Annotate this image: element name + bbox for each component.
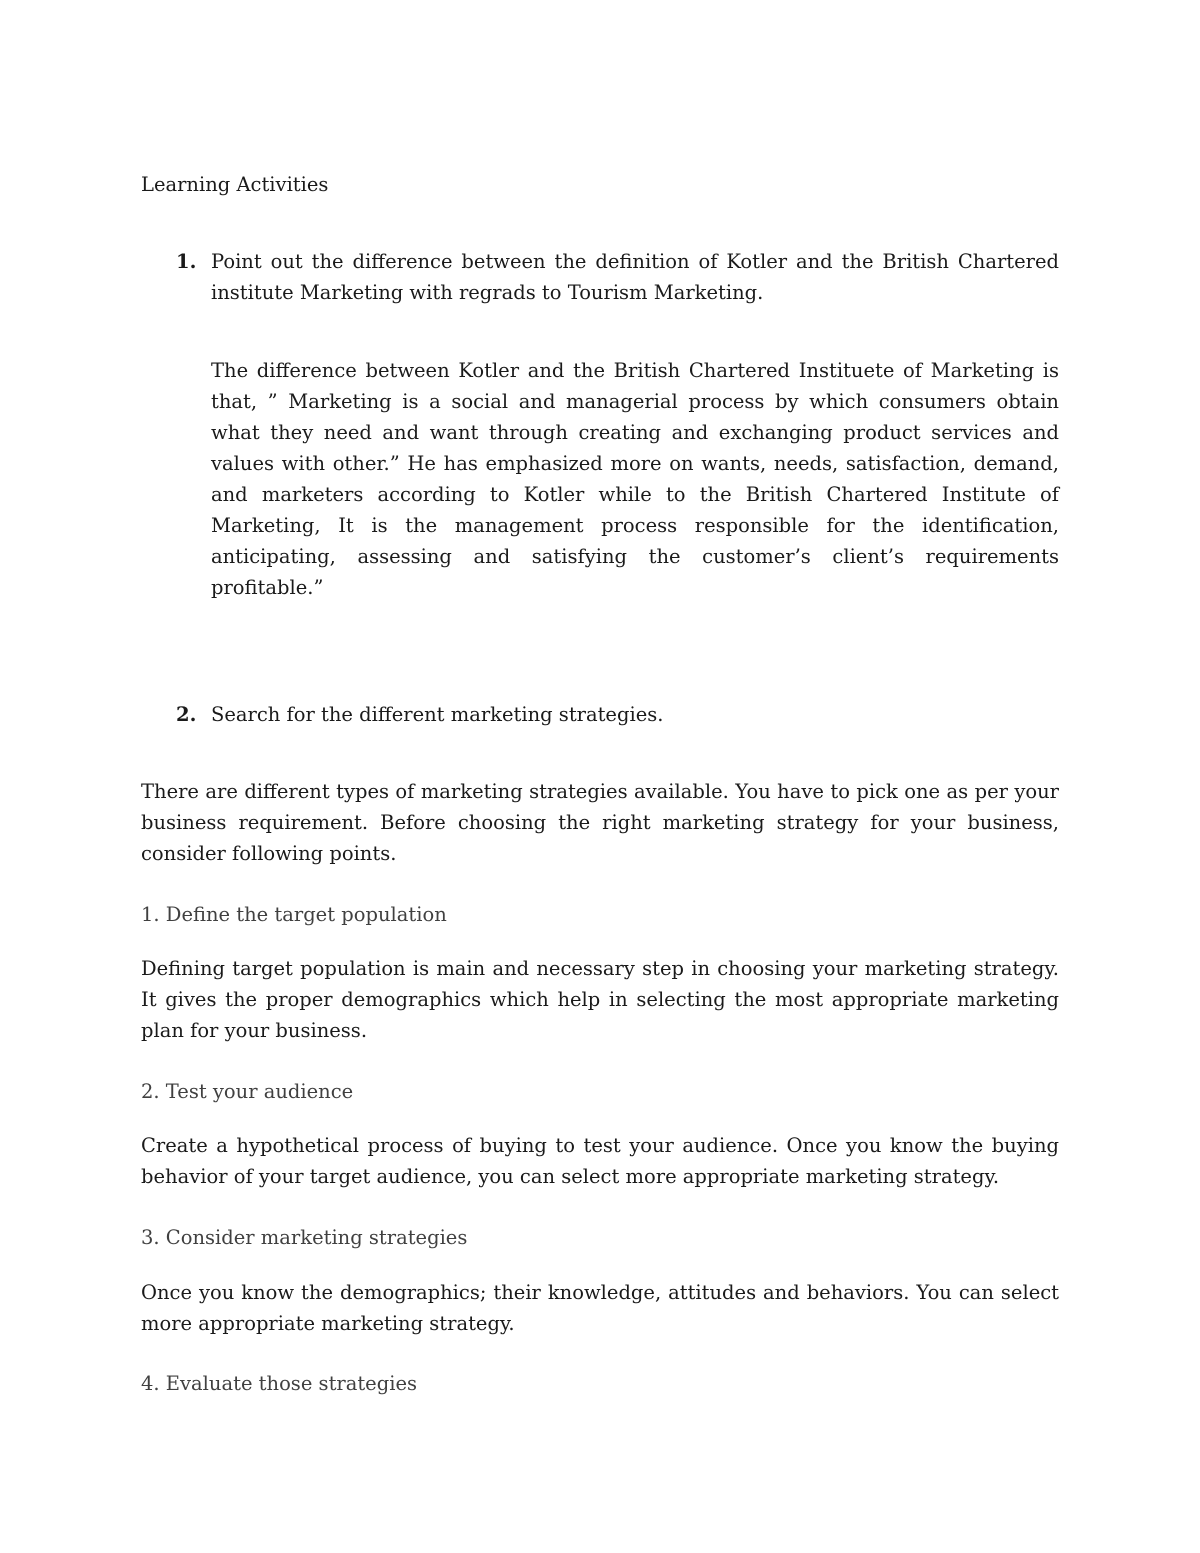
step-2-title: 2. Test your audience (141, 1080, 354, 1103)
question-1-number: 1. (176, 250, 197, 273)
step-3-title: 3. Consider marketing strategies (141, 1226, 468, 1249)
step-2-body: Create a hypothetical process of buying to test your audience. Once you know the buying behavior of your target audience, you can select more appropriate marketing strategy. (141, 1134, 1059, 1188)
step-1-title: 1. Define the target population (141, 903, 447, 926)
step-3-body: Once you know the demographics; their knowledge, attitudes and behaviors. You can select more appropriate marketing strategy. (141, 1281, 1059, 1335)
page-heading: Learning Activities (141, 173, 329, 196)
step-4-title: 4. Evaluate those strategies (141, 1372, 417, 1395)
question-1-text: Point out the difference between the definition of Kotler and the British Chartered institute Marketing with regrads to Tourism Marketing. (211, 250, 1059, 304)
question-2-number: 2. (176, 703, 197, 726)
intro-paragraph: There are different types of marketing strategies available. You have to pick one as per your business requirement. Before choosing the right marketing strategy for your business, consider following points. (141, 780, 1059, 865)
question-1-answer: The difference between Kotler and the British Chartered Instituete of Marketing is that, ” Marketing is a social and managerial process by which consumers obtain what they need and want through creating and exchanging product services and values with other.” He has emphasized more on wants, needs, satisfaction, demand, and marketers according to Kotler while to the British Chartered Institute of Marketing, It is the management process responsible for the identification, anticipating, assessing and satisfying the customer’s client’s requirements profitable.” (211, 359, 1059, 599)
step-1-body: Defining target population is main and necessary step in choosing your marketing strategy. It gives the proper demographics which help in selecting the most appropriate marketing plan for your business. (141, 957, 1059, 1042)
question-2-text: Search for the different marketing strategies. (211, 703, 664, 726)
